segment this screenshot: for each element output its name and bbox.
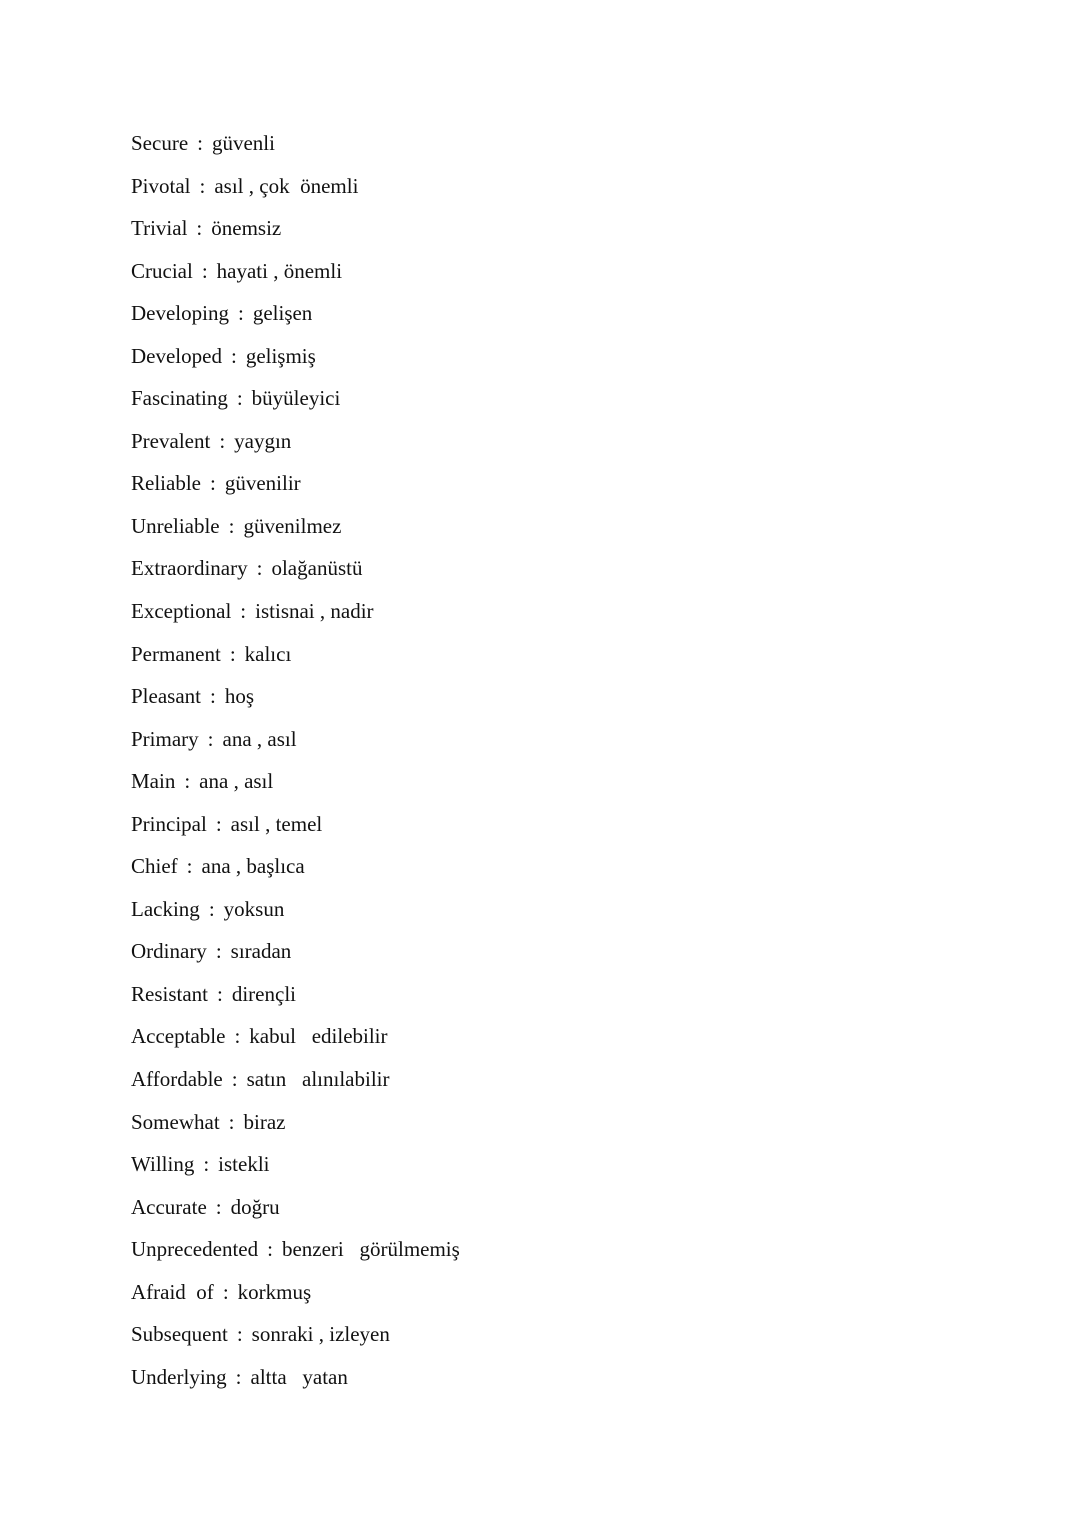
vocab-meaning: asıl , çok önemli bbox=[214, 173, 359, 198]
vocab-meaning: ana , başlıca bbox=[201, 854, 305, 879]
vocab-entry-2 bbox=[131, 209, 460, 252]
vocab-separator: : bbox=[217, 981, 223, 1006]
vocab-term: Primary bbox=[131, 726, 199, 751]
vocab-entry-18 bbox=[131, 890, 460, 933]
vocab-meaning: yaygın bbox=[234, 428, 292, 453]
vocab-entry-29 bbox=[131, 1358, 460, 1401]
vocab-separator: : bbox=[196, 216, 203, 241]
vocab-meaning: güvenilmez bbox=[243, 513, 342, 538]
vocab-separator: : bbox=[222, 1279, 229, 1304]
vocab-term: Main bbox=[131, 769, 176, 794]
vocab-meaning: istisnai , nadir bbox=[255, 599, 374, 624]
vocab-term: Chief bbox=[131, 854, 178, 879]
vocab-term: Lacking bbox=[131, 896, 200, 921]
vocab-term: Affordable bbox=[131, 1067, 223, 1092]
vocab-term: Secure bbox=[131, 131, 189, 155]
vocab-entry-22 bbox=[131, 1060, 460, 1103]
vocab-meaning: kalıcı bbox=[244, 641, 292, 666]
vocab-entry-23 bbox=[131, 1103, 460, 1146]
vocab-term: Ordinary bbox=[131, 939, 207, 964]
vocab-term: Somewhat bbox=[131, 1109, 220, 1134]
vocab-meaning: güvenilir bbox=[224, 471, 301, 496]
vocab-separator: : bbox=[201, 258, 208, 283]
vocab-entry-7 bbox=[131, 422, 460, 465]
vocab-separator: : bbox=[240, 599, 247, 624]
vocab-entry-4 bbox=[131, 294, 460, 337]
vocab-term: Exceptional bbox=[131, 599, 232, 624]
vocab-meaning: güvenli bbox=[211, 131, 275, 155]
vocab-meaning: sıradan bbox=[230, 939, 292, 964]
vocab-separator: : bbox=[203, 1152, 210, 1177]
vocab-separator: : bbox=[215, 1194, 222, 1219]
vocab-meaning: istekli bbox=[218, 1152, 270, 1177]
vocab-meaning: biraz bbox=[243, 1109, 286, 1134]
vocab-term: Subsequent bbox=[131, 1322, 228, 1347]
vocab-meaning: korkmuş bbox=[237, 1279, 312, 1304]
vocab-term: Afraid of bbox=[131, 1279, 214, 1304]
vocab-term: Trivial bbox=[131, 216, 188, 241]
vocab-entry-0 bbox=[131, 124, 460, 167]
vocab-meaning: benzeri görülmemiş bbox=[281, 1237, 460, 1262]
vocab-meaning: kabul edilebilir bbox=[249, 1024, 388, 1049]
vocab-entry-5 bbox=[131, 337, 460, 380]
vocab-separator: : bbox=[199, 173, 206, 198]
vocab-term: Accurate bbox=[131, 1194, 207, 1219]
vocab-term: Unprecedented bbox=[131, 1237, 259, 1262]
vocab-separator: : bbox=[208, 896, 215, 921]
vocab-separator: : bbox=[215, 811, 222, 836]
vocab-separator: : bbox=[228, 513, 235, 538]
vocab-entry-28 bbox=[131, 1315, 460, 1358]
vocab-term: Acceptable bbox=[131, 1024, 226, 1049]
vocab-entry-12 bbox=[131, 635, 460, 678]
vocab-entry-3 bbox=[131, 252, 460, 295]
vocab-entry-6 bbox=[131, 379, 460, 422]
vocab-meaning: ana , asıl bbox=[199, 769, 274, 794]
vocab-separator: : bbox=[215, 939, 222, 964]
vocab-separator: : bbox=[230, 343, 237, 368]
vocab-meaning: doğru bbox=[230, 1194, 280, 1219]
vocab-meaning: satın alınılabilir bbox=[246, 1067, 390, 1092]
vocab-separator: : bbox=[267, 1237, 273, 1262]
vocab-entry-15 bbox=[131, 762, 460, 805]
vocab-term: Reliable bbox=[131, 471, 201, 496]
vocab-entry-14 bbox=[131, 720, 460, 763]
vocab-meaning: gelişen bbox=[252, 301, 313, 326]
vocab-entry-11 bbox=[131, 592, 460, 635]
vocab-entry-21 bbox=[131, 1017, 460, 1060]
vocab-separator: : bbox=[234, 1024, 241, 1049]
vocab-separator: : bbox=[256, 556, 263, 581]
vocab-meaning: yoksun bbox=[223, 896, 285, 921]
vocab-separator: : bbox=[236, 1322, 243, 1347]
vocab-term: Permanent bbox=[131, 641, 221, 666]
vocab-meaning: asıl , temel bbox=[230, 811, 323, 836]
vocab-entry-19 bbox=[131, 932, 460, 975]
vocab-meaning: hayati , önemli bbox=[216, 258, 343, 283]
vocab-term: Extraordinary bbox=[131, 556, 248, 581]
vocab-separator: : bbox=[207, 726, 214, 751]
vocab-entry-16 bbox=[131, 805, 460, 848]
vocab-term: Developed bbox=[131, 343, 222, 368]
vocab-entry-9 bbox=[131, 507, 460, 550]
vocab-meaning: altta yatan bbox=[250, 1364, 348, 1389]
vocab-meaning: dirençli bbox=[231, 981, 296, 1006]
vocab-meaning: sonraki , izleyen bbox=[251, 1322, 390, 1347]
vocab-separator: : bbox=[231, 1067, 238, 1092]
vocab-entry-8 bbox=[131, 464, 460, 507]
vocab-term: Fascinating bbox=[131, 386, 228, 411]
vocab-meaning: büyüleyici bbox=[251, 386, 341, 411]
vocab-term: Principal bbox=[131, 811, 207, 836]
vocab-term: Willing bbox=[131, 1152, 195, 1177]
vocab-term: Crucial bbox=[131, 258, 193, 283]
vocab-meaning: hoş bbox=[224, 684, 255, 709]
vocab-term: Pleasant bbox=[131, 684, 201, 709]
vocab-separator: : bbox=[197, 131, 203, 155]
vocab-entry-17 bbox=[131, 847, 460, 890]
vocab-entry-13 bbox=[131, 677, 460, 720]
vocab-entry-10 bbox=[131, 549, 460, 592]
vocab-separator: : bbox=[184, 769, 191, 794]
vocab-meaning: olağanüstü bbox=[271, 556, 363, 581]
vocab-entry-1 bbox=[131, 167, 460, 210]
vocabulary-list bbox=[131, 124, 460, 1400]
vocab-meaning: ana , asıl bbox=[222, 726, 297, 751]
vocab-separator: : bbox=[209, 471, 216, 496]
vocab-separator: : bbox=[237, 301, 244, 326]
vocab-separator: : bbox=[209, 684, 216, 709]
vocab-term: Resistant bbox=[131, 981, 208, 1006]
vocab-term: Prevalent bbox=[131, 428, 211, 453]
vocab-term: Underlying bbox=[131, 1364, 227, 1389]
vocab-term: Developing bbox=[131, 301, 229, 326]
vocab-separator: : bbox=[228, 1109, 235, 1134]
vocab-term: Pivotal bbox=[131, 173, 191, 198]
vocab-meaning: önemsiz bbox=[211, 216, 282, 241]
vocab-entry-25 bbox=[131, 1188, 460, 1231]
vocab-entry-27 bbox=[131, 1273, 460, 1316]
vocab-separator: : bbox=[219, 428, 226, 453]
vocab-entry-20 bbox=[131, 975, 460, 1018]
vocab-entry-26 bbox=[131, 1230, 460, 1273]
vocab-meaning: gelişmiş bbox=[245, 343, 316, 368]
vocab-separator: : bbox=[235, 1364, 242, 1389]
vocab-separator: : bbox=[236, 386, 243, 411]
vocab-separator: : bbox=[229, 641, 236, 666]
vocab-entry-24 bbox=[131, 1145, 460, 1188]
vocab-term: Unreliable bbox=[131, 513, 220, 538]
vocab-separator: : bbox=[186, 854, 193, 879]
